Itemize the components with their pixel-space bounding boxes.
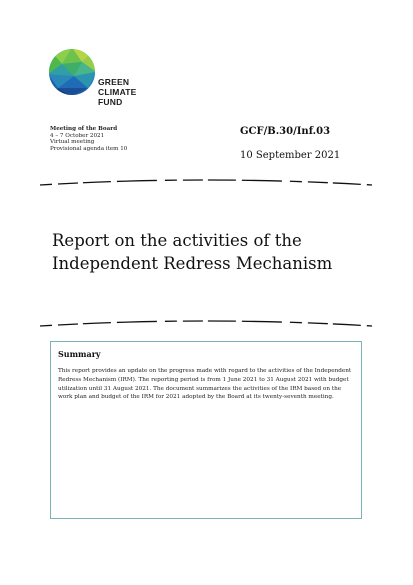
report-title-line-1: Report on the activities of the <box>52 231 302 250</box>
document-number: GCF/B.30/Inf.03 <box>240 126 331 137</box>
report-title-line-2: Independent Redress Mechanism <box>52 253 333 273</box>
meeting-heading: Meeting of the Board <box>50 126 118 132</box>
green-climate-fund-logo-icon <box>48 48 96 96</box>
top-divider <box>38 177 374 189</box>
meeting-dates: 4 – 7 October 2021 <box>50 132 105 139</box>
logo-line-green: GREEN <box>98 77 130 87</box>
summary-body: This report provides an update on the progress made with regard to the activities of the Independent Redress Mechanism (IRM). The reporting period is from 1 June 2021 to 31 August 2021 with budget utilization until 31 August 2021. The document summarizes the activities of the IRM based on the work plan and budget of the IRM for 2021 adopted by the Board at its twenty-seventh meeting. <box>58 368 352 401</box>
bottom-divider <box>38 318 374 330</box>
meeting-agenda-item: Provisional agenda item 10 <box>50 145 128 152</box>
meeting-mode: Virtual meeting <box>50 139 95 146</box>
summary-heading: Summary <box>58 349 101 359</box>
logo-wordmark <box>98 78 137 107</box>
meeting-info <box>50 126 127 152</box>
summary-box <box>50 341 362 519</box>
logo-line-climate: CLIMATE <box>98 86 137 97</box>
document-date: 10 September 2021 <box>240 150 341 161</box>
logo-line-fund: FUND <box>98 96 123 107</box>
report-title <box>52 230 372 275</box>
